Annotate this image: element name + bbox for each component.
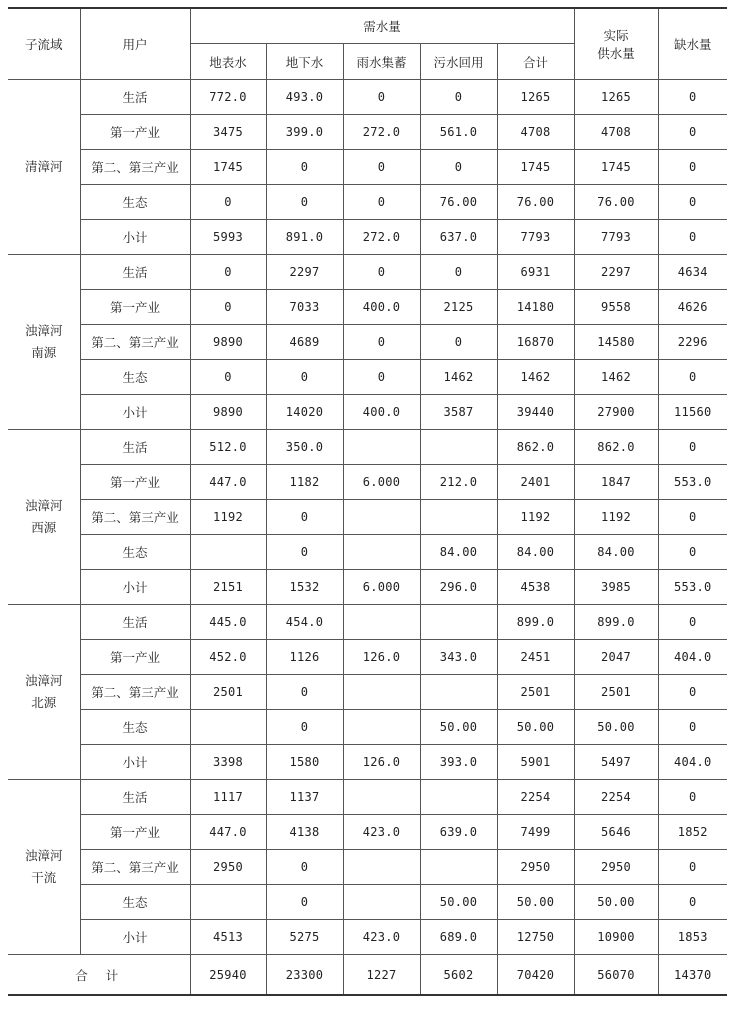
user-cell: 小计 (80, 220, 190, 255)
table-row (8, 780, 727, 815)
user-cell: 第一产业 (80, 465, 190, 500)
sum-cell: 1192 (497, 500, 574, 535)
table-row (8, 850, 727, 885)
sum-cell: 16870 (497, 325, 574, 360)
user-cell: 生活 (80, 780, 190, 815)
ground-cell: 350.0 (266, 430, 343, 465)
reuse-cell: 637.0 (420, 220, 497, 255)
surface-cell: 1745 (190, 150, 266, 185)
surface-cell: 447.0 (190, 465, 266, 500)
basin-name-line1: 浊漳河 (24, 848, 63, 863)
shortage-cell: 0 (658, 535, 727, 570)
basin-name-line2: 干流 (31, 870, 57, 885)
sum-cell: 7499 (497, 815, 574, 850)
sum-cell: 862.0 (497, 430, 574, 465)
sum-cell: 84.00 (497, 535, 574, 570)
reuse-cell (420, 675, 497, 710)
basin-name-line2: 北源 (31, 695, 57, 710)
supply-cell: 1847 (574, 465, 658, 500)
reuse-cell (420, 605, 497, 640)
table-header (8, 8, 727, 80)
supply-cell: 2501 (574, 675, 658, 710)
basin-name-line1: 浊漳河 (24, 323, 63, 338)
reuse-cell: 50.00 (420, 885, 497, 920)
sum-cell: 6931 (497, 255, 574, 290)
shortage-cell: 0 (658, 360, 727, 395)
user-cell: 生态 (80, 535, 190, 570)
reuse-cell: 689.0 (420, 920, 497, 955)
sum-cell: 12750 (497, 920, 574, 955)
reuse-cell (420, 780, 497, 815)
rain-cell: 400.0 (343, 290, 420, 325)
user-cell: 第一产业 (80, 115, 190, 150)
total-rain: 1227 (343, 955, 420, 996)
basin-cell (8, 80, 80, 255)
shortage-cell: 0 (658, 780, 727, 815)
supply-cell: 862.0 (574, 430, 658, 465)
sum-cell: 2501 (497, 675, 574, 710)
surface-cell: 5993 (190, 220, 266, 255)
rain-cell (343, 500, 420, 535)
table-row (8, 605, 727, 640)
table-row (8, 325, 727, 360)
ground-cell: 0 (266, 150, 343, 185)
ground-cell: 399.0 (266, 115, 343, 150)
table-footer (8, 955, 727, 996)
basin-cell (8, 430, 80, 605)
user-cell: 生活 (80, 80, 190, 115)
sum-cell: 1265 (497, 80, 574, 115)
reuse-cell: 296.0 (420, 570, 497, 605)
rain-cell: 0 (343, 255, 420, 290)
shortage-cell: 0 (658, 150, 727, 185)
reuse-cell: 84.00 (420, 535, 497, 570)
shortage-cell: 0 (658, 430, 727, 465)
table-row (8, 745, 727, 780)
reuse-cell: 50.00 (420, 710, 497, 745)
supply-cell: 50.00 (574, 710, 658, 745)
surface-cell: 2501 (190, 675, 266, 710)
header-sum: 合计 (497, 44, 574, 80)
total-ground: 23300 (266, 955, 343, 996)
reuse-cell: 0 (420, 325, 497, 360)
reuse-cell: 1462 (420, 360, 497, 395)
total-surface: 25940 (190, 955, 266, 996)
ground-cell: 1182 (266, 465, 343, 500)
total-sum: 70420 (497, 955, 574, 996)
user-cell: 生态 (80, 360, 190, 395)
reuse-cell: 343.0 (420, 640, 497, 675)
surface-cell: 0 (190, 255, 266, 290)
user-cell: 生态 (80, 185, 190, 220)
table-row (8, 675, 727, 710)
sum-cell: 50.00 (497, 710, 574, 745)
ground-cell: 4689 (266, 325, 343, 360)
shortage-cell: 0 (658, 605, 727, 640)
table-row (8, 815, 727, 850)
supply-cell: 1745 (574, 150, 658, 185)
header-supply-line2: 供水量 (597, 46, 635, 61)
user-cell: 小计 (80, 570, 190, 605)
header-rain: 雨水集蓄 (343, 44, 420, 80)
surface-cell: 0 (190, 185, 266, 220)
user-cell: 第二、第三产业 (80, 675, 190, 710)
supply-cell: 27900 (574, 395, 658, 430)
reuse-cell (420, 500, 497, 535)
table-row (8, 185, 727, 220)
sum-cell: 2451 (497, 640, 574, 675)
rain-cell: 6.000 (343, 570, 420, 605)
sum-cell: 50.00 (497, 885, 574, 920)
shortage-cell: 0 (658, 850, 727, 885)
surface-cell (190, 710, 266, 745)
rain-cell: 0 (343, 185, 420, 220)
shortage-cell: 4626 (658, 290, 727, 325)
user-cell: 小计 (80, 395, 190, 430)
reuse-cell (420, 850, 497, 885)
supply-cell: 3985 (574, 570, 658, 605)
basin-name-line1: 浊漳河 (24, 673, 63, 688)
user-cell: 第一产业 (80, 640, 190, 675)
user-cell: 第二、第三产业 (80, 150, 190, 185)
table-row (8, 570, 727, 605)
shortage-cell: 0 (658, 675, 727, 710)
supply-cell: 1192 (574, 500, 658, 535)
reuse-cell: 561.0 (420, 115, 497, 150)
surface-cell: 1192 (190, 500, 266, 535)
user-cell: 生态 (80, 710, 190, 745)
surface-cell: 9890 (190, 325, 266, 360)
table-body (8, 80, 727, 955)
rain-cell (343, 675, 420, 710)
rain-cell: 126.0 (343, 745, 420, 780)
rain-cell: 6.000 (343, 465, 420, 500)
rain-cell (343, 535, 420, 570)
user-cell: 生活 (80, 430, 190, 465)
surface-cell: 4513 (190, 920, 266, 955)
sum-cell: 2950 (497, 850, 574, 885)
table-row (8, 220, 727, 255)
reuse-cell: 0 (420, 150, 497, 185)
table-row (8, 290, 727, 325)
rain-cell (343, 780, 420, 815)
shortage-cell: 404.0 (658, 640, 727, 675)
table-row (8, 500, 727, 535)
ground-cell: 0 (266, 675, 343, 710)
user-cell: 生活 (80, 605, 190, 640)
shortage-cell: 1852 (658, 815, 727, 850)
supply-cell: 5646 (574, 815, 658, 850)
surface-cell: 2950 (190, 850, 266, 885)
surface-cell: 445.0 (190, 605, 266, 640)
rain-cell (343, 850, 420, 885)
basin-cell (8, 780, 80, 955)
reuse-cell (420, 430, 497, 465)
sum-cell: 5901 (497, 745, 574, 780)
user-cell: 小计 (80, 920, 190, 955)
shortage-cell: 4634 (658, 255, 727, 290)
supply-cell: 899.0 (574, 605, 658, 640)
table-row (8, 150, 727, 185)
total-row (8, 955, 727, 996)
rain-cell (343, 605, 420, 640)
rain-cell: 272.0 (343, 115, 420, 150)
surface-cell: 3398 (190, 745, 266, 780)
surface-cell: 0 (190, 290, 266, 325)
ground-cell: 1137 (266, 780, 343, 815)
user-cell: 第二、第三产业 (80, 850, 190, 885)
rain-cell: 400.0 (343, 395, 420, 430)
header-supply-line1: 实际 (603, 28, 629, 43)
supply-cell: 50.00 (574, 885, 658, 920)
header-basin: 子流域 (8, 8, 80, 80)
table-row (8, 465, 727, 500)
ground-cell: 0 (266, 850, 343, 885)
shortage-cell: 0 (658, 710, 727, 745)
user-cell: 生活 (80, 255, 190, 290)
surface-cell: 447.0 (190, 815, 266, 850)
sum-cell: 7793 (497, 220, 574, 255)
ground-cell: 493.0 (266, 80, 343, 115)
ground-cell: 0 (266, 710, 343, 745)
reuse-cell: 212.0 (420, 465, 497, 500)
shortage-cell: 553.0 (658, 465, 727, 500)
rain-cell: 126.0 (343, 640, 420, 675)
user-cell: 小计 (80, 745, 190, 780)
basin-name-line1: 清漳河 (24, 159, 63, 174)
shortage-cell: 0 (658, 115, 727, 150)
ground-cell: 2297 (266, 255, 343, 290)
table-row (8, 80, 727, 115)
user-cell: 第一产业 (80, 815, 190, 850)
user-cell: 第二、第三产业 (80, 325, 190, 360)
header-reuse: 污水回用 (420, 44, 497, 80)
ground-cell: 7033 (266, 290, 343, 325)
supply-cell: 10900 (574, 920, 658, 955)
ground-cell: 1532 (266, 570, 343, 605)
shortage-cell: 0 (658, 80, 727, 115)
sum-cell: 14180 (497, 290, 574, 325)
header-surface: 地表水 (190, 44, 266, 80)
shortage-cell: 0 (658, 885, 727, 920)
ground-cell: 5275 (266, 920, 343, 955)
total-label: 合计 (8, 955, 190, 996)
user-cell: 生态 (80, 885, 190, 920)
ground-cell: 4138 (266, 815, 343, 850)
reuse-cell: 639.0 (420, 815, 497, 850)
header-ground: 地下水 (266, 44, 343, 80)
rain-cell (343, 710, 420, 745)
user-cell: 第一产业 (80, 290, 190, 325)
surface-cell: 1117 (190, 780, 266, 815)
header-shortage: 缺水量 (658, 8, 727, 80)
table-row (8, 710, 727, 745)
shortage-cell: 11560 (658, 395, 727, 430)
supply-cell: 4708 (574, 115, 658, 150)
shortage-cell: 404.0 (658, 745, 727, 780)
user-cell: 第二、第三产业 (80, 500, 190, 535)
shortage-cell: 2296 (658, 325, 727, 360)
table-row (8, 255, 727, 290)
supply-cell: 2047 (574, 640, 658, 675)
surface-cell: 512.0 (190, 430, 266, 465)
surface-cell: 9890 (190, 395, 266, 430)
supply-cell: 5497 (574, 745, 658, 780)
reuse-cell: 76.00 (420, 185, 497, 220)
basin-name-line2: 西源 (31, 520, 57, 535)
shortage-cell: 1853 (658, 920, 727, 955)
basin-name-line1: 浊漳河 (24, 498, 63, 513)
table-row (8, 885, 727, 920)
sum-cell: 2254 (497, 780, 574, 815)
rain-cell: 423.0 (343, 920, 420, 955)
sum-cell: 4708 (497, 115, 574, 150)
supply-cell: 14580 (574, 325, 658, 360)
rain-cell: 0 (343, 325, 420, 360)
ground-cell: 0 (266, 885, 343, 920)
supply-cell: 2297 (574, 255, 658, 290)
reuse-cell: 393.0 (420, 745, 497, 780)
rain-cell (343, 430, 420, 465)
shortage-cell: 0 (658, 500, 727, 535)
rain-cell: 0 (343, 360, 420, 395)
header-demand: 需水量 (190, 8, 574, 44)
reuse-cell: 3587 (420, 395, 497, 430)
supply-cell: 2254 (574, 780, 658, 815)
header-supply (574, 8, 658, 80)
rain-cell: 0 (343, 80, 420, 115)
ground-cell: 0 (266, 535, 343, 570)
sum-cell: 899.0 (497, 605, 574, 640)
supply-cell: 76.00 (574, 185, 658, 220)
ground-cell: 0 (266, 185, 343, 220)
surface-cell (190, 535, 266, 570)
ground-cell: 1126 (266, 640, 343, 675)
table-row (8, 430, 727, 465)
shortage-cell: 0 (658, 220, 727, 255)
sum-cell: 76.00 (497, 185, 574, 220)
table-row (8, 360, 727, 395)
total-reuse: 5602 (420, 955, 497, 996)
ground-cell: 14020 (266, 395, 343, 430)
surface-cell: 452.0 (190, 640, 266, 675)
ground-cell: 0 (266, 360, 343, 395)
ground-cell: 1580 (266, 745, 343, 780)
table-row (8, 395, 727, 430)
surface-cell: 0 (190, 360, 266, 395)
sum-cell: 39440 (497, 395, 574, 430)
surface-cell: 3475 (190, 115, 266, 150)
surface-cell: 772.0 (190, 80, 266, 115)
basin-cell (8, 605, 80, 780)
supply-cell: 84.00 (574, 535, 658, 570)
total-supply: 56070 (574, 955, 658, 996)
table-row (8, 535, 727, 570)
ground-cell: 0 (266, 500, 343, 535)
rain-cell: 272.0 (343, 220, 420, 255)
rain-cell: 423.0 (343, 815, 420, 850)
reuse-cell: 0 (420, 80, 497, 115)
shortage-cell: 553.0 (658, 570, 727, 605)
rain-cell (343, 885, 420, 920)
reuse-cell: 0 (420, 255, 497, 290)
table-row (8, 640, 727, 675)
ground-cell: 454.0 (266, 605, 343, 640)
ground-cell: 891.0 (266, 220, 343, 255)
supply-cell: 7793 (574, 220, 658, 255)
sum-cell: 4538 (497, 570, 574, 605)
basin-cell (8, 255, 80, 430)
reuse-cell: 2125 (420, 290, 497, 325)
table-container (8, 7, 727, 996)
rain-cell: 0 (343, 150, 420, 185)
supply-cell: 1265 (574, 80, 658, 115)
basin-name-line2: 南源 (31, 345, 57, 360)
table-row (8, 920, 727, 955)
water-balance-table (8, 7, 727, 996)
supply-cell: 2950 (574, 850, 658, 885)
shortage-cell: 0 (658, 185, 727, 220)
supply-cell: 9558 (574, 290, 658, 325)
header-user: 用户 (80, 8, 190, 80)
surface-cell: 2151 (190, 570, 266, 605)
table-row (8, 115, 727, 150)
total-shortage: 14370 (658, 955, 727, 996)
sum-cell: 1462 (497, 360, 574, 395)
supply-cell: 1462 (574, 360, 658, 395)
sum-cell: 2401 (497, 465, 574, 500)
surface-cell (190, 885, 266, 920)
sum-cell: 1745 (497, 150, 574, 185)
